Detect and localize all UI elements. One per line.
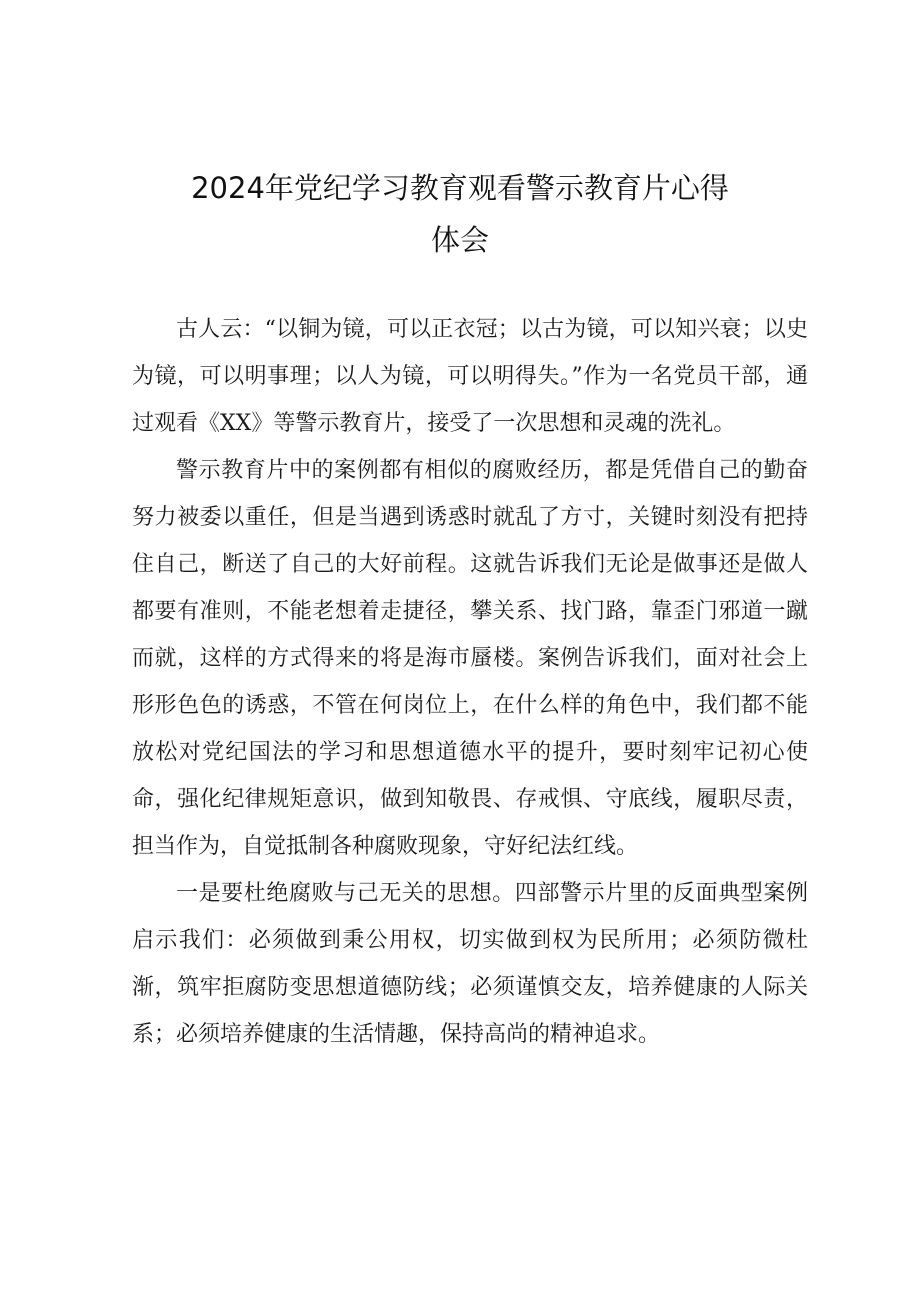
document-title-line1: 2024年党纪学习教育观看警示教育片心得 <box>191 171 729 205</box>
paragraph-cases: 警示教育片中的案例都有相似的腐败经历，都是凭借自己的勤奋努力被委以重任，但是当遇到诱惑时就乱了方寸，关键时刻没有把持住自己，断送了自己的大好前程。这就告诉我们无论是做事还是做人都要有准则，不能老想着走捷径，攀关系、找门路，靠歪门邪道一蹴而就，这样的方式得来的将是海市蜃楼。案例告诉我们，面对社会上形形色色的诱惑，不管在何岗位上，在什么样的角色中，我们都不能放松对党纪国法的学习和思想道德水平的提升，要时刻牢记初心使命，强化纪律规矩意识，做到知敬畏、存戒惧、守底线，履职尽责，担当作为，自觉抵制各种腐败现象，守好纪法红线。 <box>132 458 808 859</box>
document-title-line2: 体会 <box>430 223 489 257</box>
paragraph-point-one: 一是要杜绝腐败与己无关的思想。四部警示片里的反面典型案例启示我们：必须做到秉公用权，切实做到权为民所用；必须防微杜渐，筑牢拒腐防变思想道德防线；必须谨慎交友，培养健康的人际关系；必须培养健康的生活情趣，保持高尚的精神追求。 <box>132 881 808 1047</box>
document-body <box>132 306 808 1058</box>
paragraph-intro: 古人云：“以铜为镜，可以正衣冠；以古为镜，可以知兴衰；以史为镜，可以明事理；以人为镜，可以明得失。”作为一名党员干部，通过观看《XX》等警示教育片，接受了一次思想和灵魂的洗礼。 <box>132 317 808 436</box>
